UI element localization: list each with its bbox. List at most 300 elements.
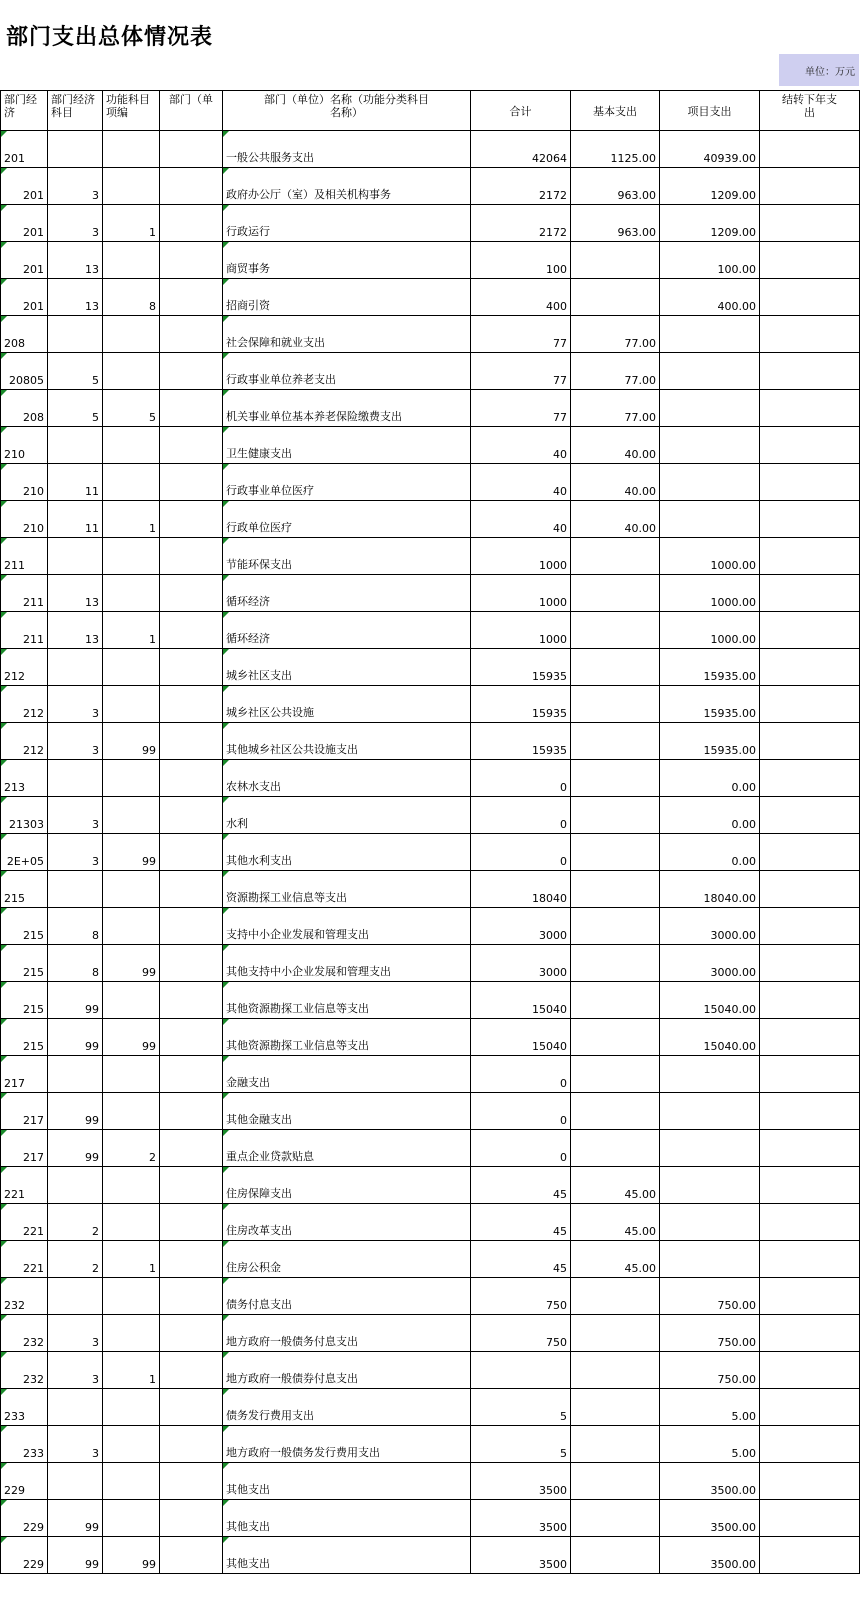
green-triangle-icon (223, 279, 229, 285)
cell-econ-subject: 3 (48, 1426, 103, 1463)
green-triangle-icon (1, 575, 7, 581)
cell-name: 其他支出 (223, 1537, 471, 1574)
cell-dept-unit (160, 871, 223, 908)
cell-name: 节能环保支出 (223, 538, 471, 575)
cell-basic (571, 1278, 660, 1315)
cell-project: 0.00 (660, 834, 760, 871)
cell-name: 城乡社区支出 (223, 649, 471, 686)
cell-econ-subject: 5 (48, 353, 103, 390)
green-triangle-icon (1, 242, 7, 248)
cell-name: 其他水利支出 (223, 834, 471, 871)
cell-total: 45 (471, 1241, 571, 1278)
cell-basic (571, 575, 660, 612)
cell-basic: 77.00 (571, 390, 660, 427)
cell-dept-code: 233 (1, 1389, 48, 1426)
cell-total: 1000 (471, 538, 571, 575)
cell-name: 一般公共服务支出 (223, 131, 471, 168)
cell-carryover (760, 1130, 860, 1167)
cell-carryover (760, 871, 860, 908)
cell-basic (571, 1130, 660, 1167)
cell-project: 15040.00 (660, 982, 760, 1019)
page-title: 部门支出总体情况表 (6, 25, 214, 50)
cell-carryover (760, 464, 860, 501)
cell-econ-subject: 3 (48, 168, 103, 205)
cell-total: 5 (471, 1426, 571, 1463)
green-triangle-icon (223, 1278, 229, 1284)
cell-carryover (760, 1167, 860, 1204)
cell-function-code (103, 464, 160, 501)
green-triangle-icon (223, 1056, 229, 1062)
cell-dept-code: 201 (1, 131, 48, 168)
table-row (1, 390, 860, 427)
cell-carryover (760, 1056, 860, 1093)
green-triangle-icon (1, 723, 7, 729)
cell-dept-code: 2E+05 (1, 834, 48, 871)
green-triangle-icon (223, 649, 229, 655)
unit-label: 单位：万元 (779, 54, 859, 86)
cell-basic: 963.00 (571, 168, 660, 205)
header-dept-economic: 部门经济 (1, 91, 48, 131)
table-row (1, 1352, 860, 1389)
cell-carryover (760, 575, 860, 612)
green-triangle-icon (1, 1352, 7, 1358)
green-triangle-icon (223, 760, 229, 766)
cell-project: 1000.00 (660, 612, 760, 649)
cell-function-code (103, 1500, 160, 1537)
cell-dept-code: 232 (1, 1352, 48, 1389)
cell-dept-unit (160, 1130, 223, 1167)
cell-basic (571, 1352, 660, 1389)
cell-total: 0 (471, 1093, 571, 1130)
cell-econ-subject (48, 131, 103, 168)
green-triangle-icon (1, 390, 7, 396)
cell-dept-unit (160, 1426, 223, 1463)
header-function-code: 功能科目项编 (103, 91, 160, 131)
cell-dept-code: 217 (1, 1093, 48, 1130)
green-triangle-icon (223, 1352, 229, 1358)
table-row (1, 1315, 860, 1352)
cell-total: 1000 (471, 612, 571, 649)
cell-econ-subject: 13 (48, 612, 103, 649)
cell-project: 0.00 (660, 760, 760, 797)
table-header-row (1, 91, 860, 131)
cell-dept-code: 233 (1, 1426, 48, 1463)
cell-name: 卫生健康支出 (223, 427, 471, 464)
table-row (1, 316, 860, 353)
cell-dept-code: 211 (1, 575, 48, 612)
cell-name: 社会保障和就业支出 (223, 316, 471, 353)
green-triangle-icon (223, 908, 229, 914)
cell-project: 5.00 (660, 1389, 760, 1426)
cell-carryover (760, 1463, 860, 1500)
table-row (1, 982, 860, 1019)
table-row (1, 760, 860, 797)
table-row (1, 1204, 860, 1241)
cell-carryover (760, 908, 860, 945)
cell-dept-code: 232 (1, 1278, 48, 1315)
cell-basic: 45.00 (571, 1241, 660, 1278)
cell-econ-subject (48, 1278, 103, 1315)
cell-dept-code: 215 (1, 1019, 48, 1056)
cell-project: 100.00 (660, 242, 760, 279)
cell-basic (571, 797, 660, 834)
cell-function-code (103, 797, 160, 834)
cell-dept-unit (160, 1278, 223, 1315)
cell-basic (571, 908, 660, 945)
table-row (1, 427, 860, 464)
cell-name: 住房保障支出 (223, 1167, 471, 1204)
cell-dept-code: 208 (1, 390, 48, 427)
cell-function-code (103, 1167, 160, 1204)
table-row (1, 871, 860, 908)
cell-carryover (760, 390, 860, 427)
cell-project: 3000.00 (660, 945, 760, 982)
table-row (1, 1278, 860, 1315)
green-triangle-icon (223, 1315, 229, 1321)
cell-name: 行政运行 (223, 205, 471, 242)
cell-dept-code: 20805 (1, 353, 48, 390)
cell-total: 750 (471, 1315, 571, 1352)
table-row (1, 1537, 860, 1574)
cell-econ-subject: 3 (48, 1315, 103, 1352)
cell-carryover (760, 1093, 860, 1130)
cell-function-code (103, 686, 160, 723)
cell-project: 15935.00 (660, 649, 760, 686)
table-row (1, 612, 860, 649)
green-triangle-icon (223, 1241, 229, 1247)
cell-dept-unit (160, 834, 223, 871)
cell-total: 18040 (471, 871, 571, 908)
cell-project: 1209.00 (660, 205, 760, 242)
cell-dept-unit (160, 279, 223, 316)
cell-econ-subject (48, 760, 103, 797)
green-triangle-icon (1, 871, 7, 877)
cell-name: 地方政府一般债券付息支出 (223, 1352, 471, 1389)
green-triangle-icon (1, 464, 7, 470)
cell-basic (571, 871, 660, 908)
cell-basic (571, 649, 660, 686)
cell-dept-unit (160, 538, 223, 575)
cell-project: 750.00 (660, 1278, 760, 1315)
table-row (1, 649, 860, 686)
green-triangle-icon (1, 1500, 7, 1506)
cell-total: 45 (471, 1167, 571, 1204)
cell-project: 400.00 (660, 279, 760, 316)
cell-dept-code: 229 (1, 1463, 48, 1500)
table-row (1, 945, 860, 982)
cell-carryover (760, 279, 860, 316)
cell-dept-code: 210 (1, 427, 48, 464)
cell-dept-unit (160, 1167, 223, 1204)
cell-total: 15935 (471, 723, 571, 760)
cell-name: 其他资源勘探工业信息等支出 (223, 1019, 471, 1056)
cell-carryover (760, 1278, 860, 1315)
cell-total: 2172 (471, 205, 571, 242)
cell-basic (571, 982, 660, 1019)
cell-carryover (760, 797, 860, 834)
green-triangle-icon (223, 1204, 229, 1210)
cell-project (660, 1241, 760, 1278)
cell-name: 住房公积金 (223, 1241, 471, 1278)
table-row (1, 1019, 860, 1056)
table-row (1, 1130, 860, 1167)
cell-function-code: 2 (103, 1130, 160, 1167)
cell-carryover (760, 760, 860, 797)
cell-econ-subject: 13 (48, 575, 103, 612)
cell-basic (571, 760, 660, 797)
cell-total: 0 (471, 797, 571, 834)
cell-econ-subject: 13 (48, 242, 103, 279)
cell-function-code: 1 (103, 1352, 160, 1389)
cell-basic: 45.00 (571, 1204, 660, 1241)
cell-total: 3500 (471, 1500, 571, 1537)
cell-project: 3500.00 (660, 1463, 760, 1500)
green-triangle-icon (1, 538, 7, 544)
cell-name: 其他资源勘探工业信息等支出 (223, 982, 471, 1019)
green-triangle-icon (223, 871, 229, 877)
green-triangle-icon (223, 1130, 229, 1136)
cell-basic (571, 1093, 660, 1130)
cell-econ-subject (48, 871, 103, 908)
cell-total: 0 (471, 834, 571, 871)
cell-project: 15935.00 (660, 723, 760, 760)
cell-total: 77 (471, 316, 571, 353)
table-row (1, 279, 860, 316)
green-triangle-icon (1, 1315, 7, 1321)
green-triangle-icon (1, 131, 7, 137)
green-triangle-icon (1, 834, 7, 840)
green-triangle-icon (1, 945, 7, 951)
cell-dept-unit (160, 1463, 223, 1500)
green-triangle-icon (1, 1093, 7, 1099)
cell-name: 行政事业单位养老支出 (223, 353, 471, 390)
cell-total: 77 (471, 390, 571, 427)
cell-econ-subject: 3 (48, 723, 103, 760)
cell-econ-subject (48, 538, 103, 575)
cell-function-code (103, 242, 160, 279)
cell-carryover (760, 205, 860, 242)
cell-total: 2172 (471, 168, 571, 205)
cell-econ-subject: 11 (48, 464, 103, 501)
cell-project (660, 390, 760, 427)
header-dept-economic-subject: 部门经济科目 (48, 91, 103, 131)
cell-total: 15040 (471, 1019, 571, 1056)
green-triangle-icon (223, 575, 229, 581)
cell-function-code (103, 575, 160, 612)
table-row (1, 1093, 860, 1130)
cell-function-code (103, 353, 160, 390)
table-row (1, 1241, 860, 1278)
cell-project: 5.00 (660, 1426, 760, 1463)
cell-name: 招商引资 (223, 279, 471, 316)
cell-function-code (103, 316, 160, 353)
cell-dept-code: 221 (1, 1241, 48, 1278)
cell-econ-subject: 2 (48, 1204, 103, 1241)
green-triangle-icon (1, 1537, 7, 1543)
cell-function-code (103, 427, 160, 464)
green-triangle-icon (1, 427, 7, 433)
cell-function-code: 99 (103, 945, 160, 982)
cell-basic (571, 538, 660, 575)
green-triangle-icon (1, 649, 7, 655)
cell-basic (571, 1426, 660, 1463)
cell-project: 1000.00 (660, 575, 760, 612)
green-triangle-icon (223, 686, 229, 692)
cell-project: 0.00 (660, 797, 760, 834)
cell-dept-code: 232 (1, 1315, 48, 1352)
cell-total: 3500 (471, 1537, 571, 1574)
cell-function-code: 8 (103, 279, 160, 316)
cell-project: 15935.00 (660, 686, 760, 723)
cell-dept-unit (160, 612, 223, 649)
cell-total: 400 (471, 279, 571, 316)
cell-project: 3000.00 (660, 908, 760, 945)
green-triangle-icon (223, 501, 229, 507)
cell-econ-subject: 3 (48, 1352, 103, 1389)
cell-name: 行政单位医疗 (223, 501, 471, 538)
cell-carryover (760, 131, 860, 168)
cell-econ-subject: 3 (48, 686, 103, 723)
green-triangle-icon (1, 1426, 7, 1432)
cell-basic (571, 242, 660, 279)
cell-carryover (760, 649, 860, 686)
cell-dept-code: 21303 (1, 797, 48, 834)
cell-function-code (103, 1204, 160, 1241)
cell-carryover (760, 1389, 860, 1426)
cell-dept-unit (160, 1352, 223, 1389)
cell-dept-code: 217 (1, 1056, 48, 1093)
cell-total: 45 (471, 1204, 571, 1241)
green-triangle-icon (223, 1537, 229, 1543)
green-triangle-icon (1, 1167, 7, 1173)
cell-name: 地方政府一般债务发行费用支出 (223, 1426, 471, 1463)
cell-basic (571, 686, 660, 723)
green-triangle-icon (223, 168, 229, 174)
cell-dept-unit (160, 575, 223, 612)
cell-function-code (103, 1056, 160, 1093)
cell-total: 3500 (471, 1463, 571, 1500)
cell-econ-subject (48, 1389, 103, 1426)
table-row (1, 908, 860, 945)
green-triangle-icon (223, 945, 229, 951)
table-row (1, 834, 860, 871)
cell-dept-unit (160, 686, 223, 723)
table-row (1, 353, 860, 390)
cell-dept-unit (160, 797, 223, 834)
cell-name: 地方政府一般债务付息支出 (223, 1315, 471, 1352)
cell-dept-unit (160, 242, 223, 279)
cell-econ-subject: 3 (48, 797, 103, 834)
cell-function-code: 99 (103, 834, 160, 871)
cell-dept-unit (160, 1204, 223, 1241)
cell-function-code (103, 871, 160, 908)
cell-dept-unit (160, 1500, 223, 1537)
cell-project: 3500.00 (660, 1500, 760, 1537)
green-triangle-icon (1, 982, 7, 988)
cell-carryover (760, 1315, 860, 1352)
cell-project (660, 1204, 760, 1241)
cell-dept-code: 212 (1, 723, 48, 760)
cell-function-code (103, 760, 160, 797)
cell-dept-unit (160, 1056, 223, 1093)
cell-basic (571, 612, 660, 649)
cell-name: 其他支出 (223, 1500, 471, 1537)
cell-basic: 963.00 (571, 205, 660, 242)
green-triangle-icon (223, 1426, 229, 1432)
green-triangle-icon (223, 242, 229, 248)
cell-name: 其他支出 (223, 1463, 471, 1500)
cell-project (660, 316, 760, 353)
cell-dept-code: 201 (1, 242, 48, 279)
table-row (1, 1463, 860, 1500)
cell-basic (571, 945, 660, 982)
green-triangle-icon (223, 538, 229, 544)
cell-dept-code: 211 (1, 538, 48, 575)
cell-dept-unit (160, 353, 223, 390)
cell-carryover (760, 1019, 860, 1056)
cell-total: 40 (471, 464, 571, 501)
cell-dept-code: 201 (1, 205, 48, 242)
cell-carryover (760, 353, 860, 390)
cell-econ-subject: 8 (48, 945, 103, 982)
cell-dept-code: 212 (1, 649, 48, 686)
cell-dept-unit (160, 1315, 223, 1352)
cell-project: 40939.00 (660, 131, 760, 168)
cell-dept-unit (160, 1537, 223, 1574)
cell-project (660, 1056, 760, 1093)
cell-total: 40 (471, 501, 571, 538)
cell-dept-unit (160, 316, 223, 353)
table-row (1, 538, 860, 575)
cell-name: 政府办公厅（室）及相关机构事务 (223, 168, 471, 205)
cell-project (660, 427, 760, 464)
cell-carryover (760, 316, 860, 353)
header-carryover: 结转下年支出 (760, 91, 860, 131)
cell-dept-code: 221 (1, 1167, 48, 1204)
cell-dept-code: 215 (1, 945, 48, 982)
green-triangle-icon (1, 1019, 7, 1025)
green-triangle-icon (223, 1463, 229, 1469)
table-row (1, 1056, 860, 1093)
cell-dept-code: 229 (1, 1500, 48, 1537)
cell-dept-code: 212 (1, 686, 48, 723)
cell-econ-subject (48, 1056, 103, 1093)
cell-carryover (760, 242, 860, 279)
cell-basic (571, 1500, 660, 1537)
green-triangle-icon (1, 1130, 7, 1136)
cell-project (660, 1167, 760, 1204)
cell-basic: 40.00 (571, 464, 660, 501)
cell-function-code (103, 1426, 160, 1463)
header-name: 部门（单位）名称（功能分类科目名称） (223, 91, 471, 131)
green-triangle-icon (1, 908, 7, 914)
cell-dept-unit (160, 908, 223, 945)
table-row (1, 686, 860, 723)
cell-name: 水利 (223, 797, 471, 834)
cell-dept-unit (160, 501, 223, 538)
table-row (1, 168, 860, 205)
cell-function-code (103, 1093, 160, 1130)
header-basic: 基本支出 (571, 91, 660, 131)
cell-name: 行政事业单位医疗 (223, 464, 471, 501)
cell-carryover (760, 1204, 860, 1241)
cell-econ-subject (48, 1167, 103, 1204)
cell-basic: 45.00 (571, 1167, 660, 1204)
cell-econ-subject: 99 (48, 1019, 103, 1056)
cell-name: 金融支出 (223, 1056, 471, 1093)
cell-econ-subject: 99 (48, 982, 103, 1019)
cell-basic (571, 279, 660, 316)
